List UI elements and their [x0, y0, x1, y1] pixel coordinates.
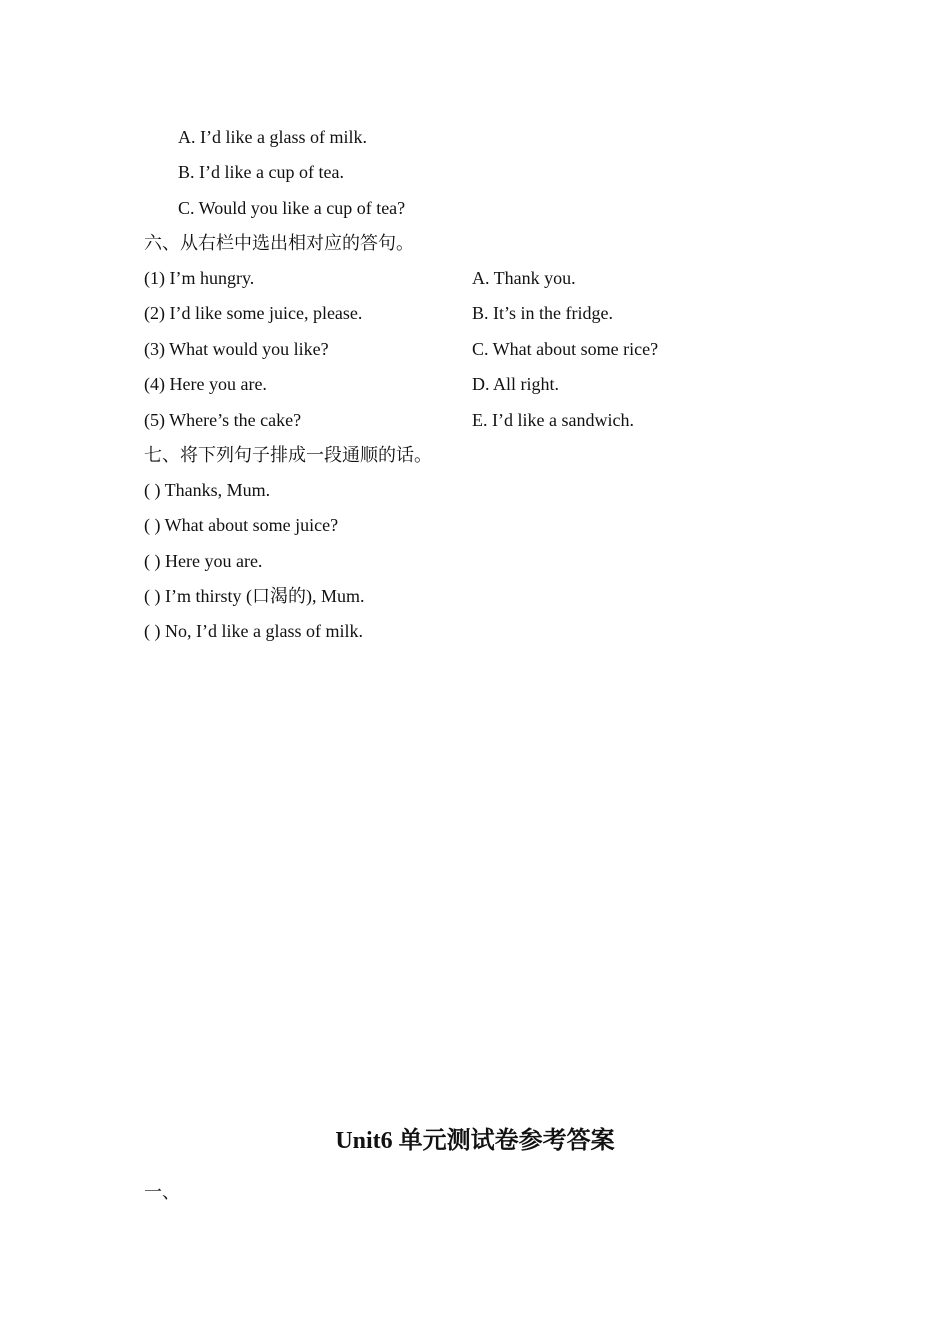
ordering-item: ( ) Here you are.: [144, 551, 263, 571]
answer-section-one-label: 一、: [144, 1182, 180, 1202]
option-c: C. Would you like a cup of tea?: [178, 198, 406, 218]
answer-key-title: Unit6 单元测试卷参考答案: [335, 1128, 615, 1154]
ordering-item: ( ) Thanks, Mum.: [144, 480, 271, 500]
match-left-item: (4) Here you are.: [144, 374, 267, 394]
match-left-item: (3) What would you like?: [144, 339, 329, 359]
match-left-item: (1) I’m hungry.: [144, 268, 255, 288]
section-six-heading: 六、从右栏中选出相对应的答句。: [144, 233, 414, 253]
match-right-item: E. I’d like a sandwich.: [472, 410, 634, 430]
option-a: A. I’d like a glass of milk.: [178, 127, 367, 147]
match-right-item: C. What about some rice?: [472, 339, 659, 359]
ordering-item: ( ) No, I’d like a glass of milk.: [144, 621, 363, 641]
ordering-item: ( ) I’m thirsty (口渴的), Mum.: [144, 586, 365, 606]
match-right-item: B. It’s in the fridge.: [472, 303, 613, 323]
match-left-item: (5) Where’s the cake?: [144, 410, 302, 430]
option-b: B. I’d like a cup of tea.: [178, 162, 344, 182]
match-left-item: (2) I’d like some juice, please.: [144, 303, 363, 323]
match-right-item: D. All right.: [472, 374, 560, 394]
section-seven-heading: 七、将下列句子排成一段通顺的话。: [144, 445, 432, 465]
ordering-item: ( ) What about some juice?: [144, 515, 339, 535]
match-right-item: A. Thank you.: [472, 268, 576, 288]
